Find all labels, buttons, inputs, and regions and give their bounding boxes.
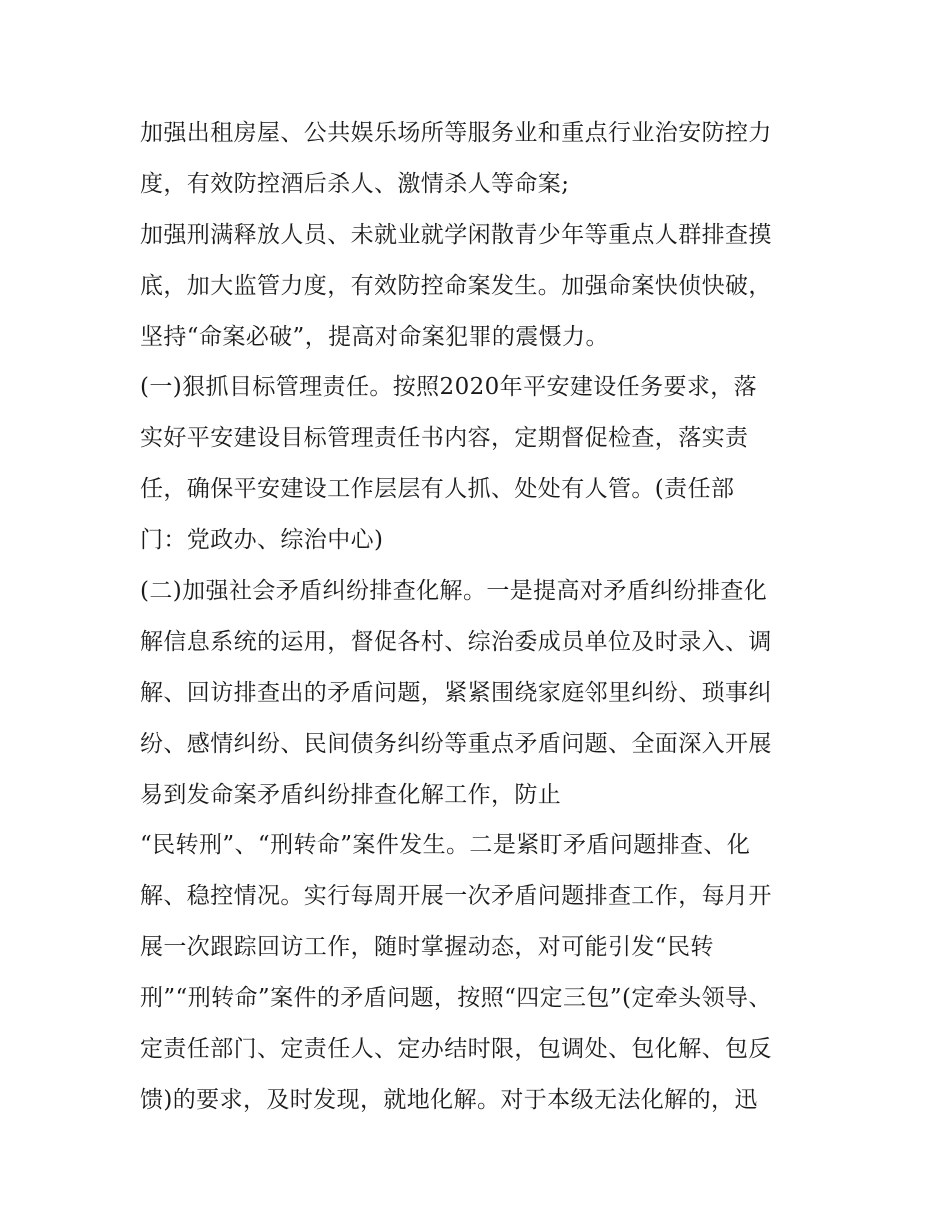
text-line: 定责任部门、定责任人、定办结时限，包调处、包化解、包反 bbox=[140, 1036, 772, 1063]
text-line: (二)加强社会矛盾纠纷排查化解。一是提高对矛盾纠纷排查化 bbox=[140, 578, 768, 605]
text-line: 纷、感情纠纷、民间债务纠纷等重点矛盾问题、全面深入开展 bbox=[140, 730, 772, 757]
body-text bbox=[140, 108, 820, 1126]
text-line: 解、回访排查出的矛盾问题，紧紧围绕家庭邻里纠纷、琐事纠 bbox=[140, 679, 772, 706]
text-line: 刑”“刑转命”案件的矛盾问题，按照“四定三包”(定牵头领导、 bbox=[140, 985, 772, 1012]
text-line: 加强出租房屋、公共娱乐场所等服务业和重点行业治安防控力 bbox=[140, 120, 772, 146]
text-line: 馈)的要求，及时发现，就地化解。对于本级无法化解的，迅 bbox=[140, 1086, 758, 1113]
text-line: (一)狠抓目标管理责任。按照2020年平安建设任务要求，落 bbox=[140, 374, 758, 401]
text-line: 展一次跟踪回访工作，随时掌握动态，对可能引发“民转 bbox=[140, 934, 714, 961]
text-line: 解信息系统的运用，督促各村、综治委成员单位及时录入、调 bbox=[140, 628, 772, 655]
text-line: 解、稳控情况。实行每周开展一次矛盾问题排查工作，每月开 bbox=[140, 883, 772, 910]
text-line: 实好平安建设目标管理责任书内容，定期督促检查，落实责 bbox=[140, 425, 749, 452]
text-line: 门：党政办、综治中心) bbox=[140, 527, 384, 554]
text-line: 度，有效防控酒后杀人、激情杀人等命案; bbox=[140, 170, 570, 197]
text-line: 加强刑满释放人员、未就业就学闲散青少年等重点人群排查摸 bbox=[140, 221, 772, 248]
text-line: 底，加大监管力度，有效防控命案发生。加强命案快侦快破， bbox=[140, 272, 772, 299]
text-line: 任，确保平安建设工作层层有人抓、处处有人管。(责任部 bbox=[140, 476, 735, 503]
text-line: “民转刑”、“刑转命”案件发生。二是紧盯矛盾问题排查、化 bbox=[140, 832, 751, 859]
text-line: 易到发命案矛盾纠纷排查化解工作，防止 bbox=[140, 781, 562, 808]
text-line: 坚持“命案必破”，提高对命案犯罪的震慑力。 bbox=[140, 323, 609, 350]
